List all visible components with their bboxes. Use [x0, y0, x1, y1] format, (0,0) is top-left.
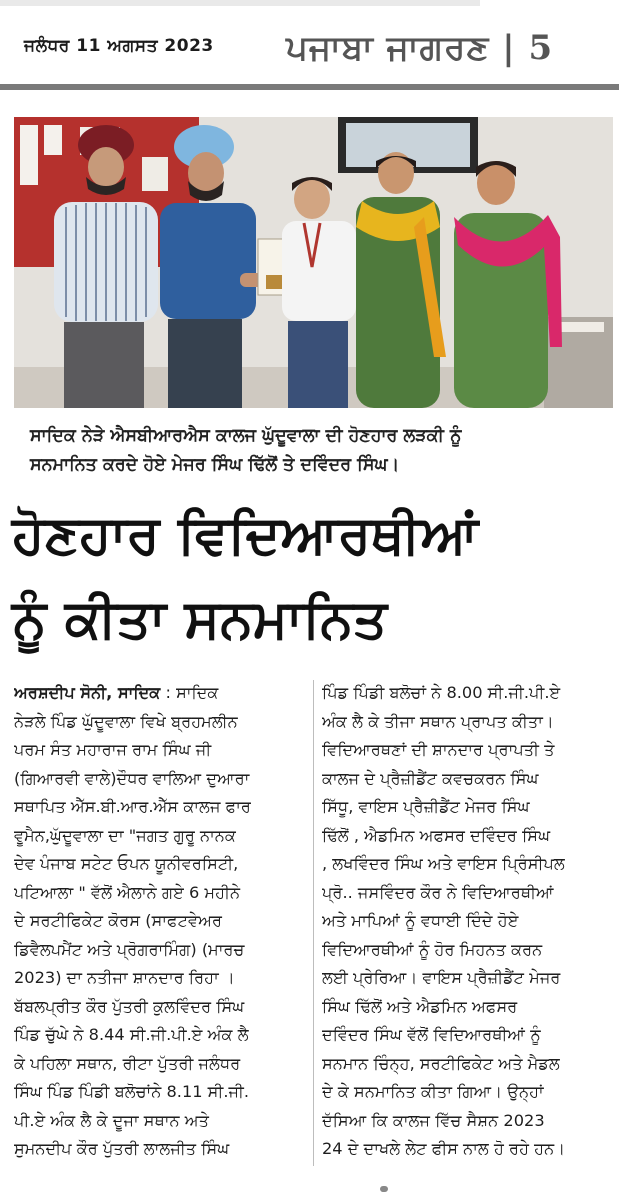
article-line: ਵਿਦਿਆਰਥੀਆਂ ਨੂੰ ਹੋਰ ਮਿਹਨਤ ਕਰਨ — [322, 939, 543, 959]
article-line: ਕੇ ਪਹਿਲਾ ਸਥਾਨ, ਰੀਟਾ ਪੁੱਤਰੀ ਜਲੰਧਰ — [14, 1053, 241, 1073]
byline-rest: : ਸਾਦਿਕ — [160, 683, 219, 702]
article-line: ਪਟਿਆਲਾ " ਵੱਲੋਂ ਐਲਾਨੇ ਗਏ 6 ਮਹੀਨੇ — [14, 882, 241, 902]
article-line: ਕਾਲਜ ਦੇ ਪ੍ਰੈਜ਼ੀਡੈਂਟ ਕਵਚਕਰਨ ਸਿੰਘ — [322, 768, 539, 788]
top-rule — [0, 0, 480, 6]
article-line: ਪਿੰਡ ਚੁੱਘੇ ਨੇ 8.44 ਸੀ.ਜੀ.ਪੀ.ਏ ਅੰਕ ਲੈ — [14, 1025, 249, 1044]
headline-line: ਨੂੰ ਕੀਤਾ ਸਨਮਾਨਿਤ — [12, 589, 388, 650]
news-photo — [14, 117, 613, 408]
article-line: ਪਿੰਡ ਪਿੰਡੀ ਬਲੋਚਾਂ ਨੇ 8.00 ਸੀ.ਜੀ.ਪੀ.ਏ — [322, 683, 561, 702]
page-fold-mark — [380, 1186, 388, 1192]
article-line: ਅਤੇ ਮਾਪਿਆਂ ਨੂੰ ਵਧਾਈ ਦਿੰਦੇ ਹੋਏ — [322, 911, 519, 930]
caption-line: ਸਨਮਾਨਿਤ ਕਰਦੇ ਹੋਏ ਮੇਜਰ ਸਿੰਘ ਢਿੱਲੋਂ ਤੇ ਦਵਿੰਦਰ ਸਿੰਘ। — [30, 455, 400, 475]
dateline: ਜਲੰਧਰ 11 ਅਗਸਤ 2023 — [24, 36, 214, 56]
photo-caption — [30, 422, 610, 480]
article-line: ਪਰਮ ਸੰਤ ਮਹਾਰਾਜ ਰਾਮ ਸਿੰਘ ਜੀ — [14, 740, 212, 759]
article-line: ਨੇੜਲੇ ਪਿੰਡ ਘੁੱਦੂਵਾਲਾ ਵਿਖੇ ਬ੍ਰਹਮਲੀਨ — [14, 711, 238, 731]
article-line: ਦਵਿੰਦਰ ਸਿੰਘ ਵੱਲੋਂ ਵਿਦਿਆਰਥੀਆਂ ਨੂੰ — [322, 1025, 541, 1044]
article-line: ਅੰਕ ਲੈ ਕੇ ਤੀਜਾ ਸਥਾਨ ਪ੍ਰਾਪਤ ਕੀਤਾ। — [322, 711, 554, 731]
article-column-left — [14, 679, 303, 1164]
article-line: ਲਈ ਪ੍ਰੇਰਿਆ। ਵਾਇਸ ਪ੍ਰੈਜ਼ੀਡੈਂਟ ਮੇਜਰ — [322, 968, 561, 987]
caption-line: ਸਾਦਿਕ ਨੇੜੇ ਐਸਬੀਆਰਐਸ ਕਾਲਜ ਘੁੱਦੂਵਾਲਾ ਦੀ ਹੋਣਹਾਰ ਲੜਕੀ ਨੂੰ — [30, 426, 462, 446]
headline-line: ਹੋਣਹਾਰ ਵਿਦਿਆਰਥੀਆਂ — [12, 505, 479, 566]
article-line: ਸਨਮਾਨ ਚਿੰਨ੍ਹ, ਸਰਟੀਫਿਕੇਟ ਅਤੇ ਮੈਡਲ — [322, 1053, 560, 1073]
article-line: ਦੇਵ ਪੰਜਾਬ ਸਟੇਟ ਓਪਨ ਯੂਨੀਵਰਸਿਟੀ, — [14, 854, 239, 873]
article-line — [14, 679, 303, 708]
article-line: ਸੁਮਨਦੀਪ ਕੌਰ ਪੁੱਤਰੀ ਲਾਲਜੀਤ ਸਿੰਘ — [14, 1139, 230, 1158]
article-line: 2023) ਦਾ ਨਤੀਜਾ ਸ਼ਾਨਦਾਰ ਰਿਹਾ । — [14, 968, 235, 987]
article-headline — [12, 494, 612, 662]
page-header — [0, 28, 619, 68]
article-line: , ਲਖਵਿੰਦਰ ਸਿੰਘ ਅਤੇ ਵਾਇਸ ਪ੍ਰਿੰਸੀਪਲ — [322, 854, 565, 873]
article-line: ਵਿਦਿਆਰਥਣਾਂ ਦੀ ਸ਼ਾਨਦਾਰ ਪ੍ਰਾਪਤੀ ਤੇ — [322, 740, 555, 759]
article-line: (ਗਿਆਰਵੀ ਵਾਲੇ)ਦੌਧਰ ਵਾਲਿਆ ਦੁਆਰਾ — [14, 768, 250, 788]
article-line: ਬੱਬਲਪ੍ਰੀਤ ਕੌਰ ਪੁੱਤਰੀ ਕੁਲਵਿੰਦਰ ਸਿੰਘ — [14, 996, 245, 1016]
article-line: ਦੇ ਕੇ ਸਨਮਾਨਿਤ ਕੀਤਾ ਗਿਆ। ਉਨ੍ਹਾਂ — [322, 1082, 544, 1101]
article-line: ਸਿੰਘ ਪਿੰਡ ਪਿੰਡੀ ਬਲੋਚਾਂਨੇ 8.11 ਸੀ.ਜੀ. — [14, 1082, 250, 1101]
article-line: ਸਥਾਪਿਤ ਐੱਸ.ਬੀ.ਆਰ.ਐੱਸ ਕਾਲਜ ਫਾਰ — [14, 797, 251, 816]
article-line: ਦੱਸਿਆ ਕਿ ਕਾਲਜ ਵਿੱਚ ਸੈਸ਼ਨ 2023 — [322, 1110, 545, 1130]
article-line: ਡਿਵੈਲਪਮੈਂਟ ਅਤੇ ਪ੍ਰੋਗਰਾਮਿੰਗ) (ਮਾਰਚ — [14, 939, 245, 959]
byline: ਅਰਸ਼ਦੀਪ ਸੋਨੀ, ਸਾਦਿਕ — [14, 683, 161, 702]
article-line: 24 ਦੇ ਦਾਖਲੇ ਲੇਟ ਫੀਸ ਨਾਲ ਹੋ ਰਹੇ ਹਨ। — [322, 1139, 566, 1158]
article-line: ਪ੍ਰੋ.. ਜਸਵਿੰਦਰ ਕੌਰ ਨੇ ਵਿਦਿਆਰਥੀਆਂ — [322, 882, 554, 902]
article-line: ਪੀ.ਏ ਅੰਕ ਲੈ ਕੇ ਦੂਜਾ ਸਥਾਨ ਅਤੇ — [14, 1110, 210, 1130]
header-divider — [0, 84, 619, 90]
photo-illustration — [14, 117, 613, 408]
article-line: ਢਿੱਲੋਂ , ਐਡਮਿਨ ਅਫਸਰ ਦਵਿੰਦਰ ਸਿੰਘ — [322, 825, 551, 845]
article-column-right — [322, 679, 614, 1164]
article-line: ਦੇ ਸਰਟੀਫਿਕੇਟ ਕੋਰਸ (ਸਾਫਟਵੇਅਰ — [14, 911, 223, 930]
article-line: ਸਿੱਧੂ, ਵਾਇਸ ਪ੍ਰੈਜ਼ੀਡੈਂਟ ਮੇਜਰ ਸਿੰਘ — [322, 797, 530, 816]
masthead: ਪਜਾਬਾ ਜਾਗਰਣ | 5 — [286, 28, 554, 68]
article-line: ਸਿੰਘ ਢਿੱਲੋਂ ਅਤੇ ਐਡਮਿਨ ਅਫਸਰ — [322, 996, 518, 1016]
column-divider — [313, 680, 314, 1166]
article-line: ਵੂਮੈਨ,ਘੁੱਦੂਵਾਲਾ ਦਾ "ਜਗਤ ਗੁਰੂ ਨਾਨਕ — [14, 825, 236, 845]
